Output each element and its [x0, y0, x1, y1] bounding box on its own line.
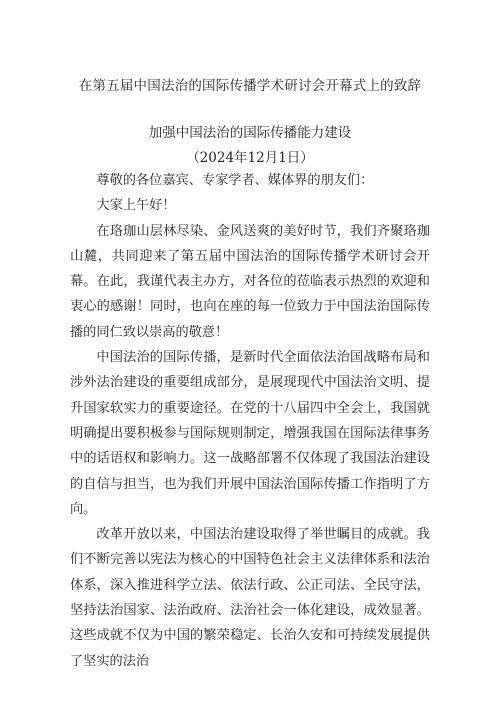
opening-paragraph: 在珞珈山层林尽染、金风送爽的美好时节，我们齐聚珞珈山麓，共同迎来了第五届中国法治的国际传播学术研讨会开幕。在此，我谨代表主办方，对各位的莅临表示热烈的欢迎和衷心的感谢！同时，也向在座的每一位致力于中国法治国际传播的同仁致以崇高的敬意！	[70, 223, 430, 340]
greeting-paragraph: 大家上午好！	[96, 198, 176, 214]
document-title: 在第五届中国法治的国际传播学术研讨会开幕式上的致辞	[78, 78, 422, 94]
document-date: （2024年12月1日）	[186, 150, 314, 166]
significance-paragraph: 中国法治的国际传播，是新时代全面依法治国战略布局和涉外法治建设的重要组成部分，是展现现代中国法治文明、提升国家软实力的重要途径。在党的十八届四中全会上，我国就明确提出要积极参与国际规则制定，增强我国在国际法律事务中的话语权和影响力。这一战略部署不仅体现了我国法治建设的自信与担当，也为我们开展中国法治国际传播工作指明了方向。	[70, 350, 430, 517]
document-body	[70, 168, 430, 674]
document-subtitle: 加强中国法治的国际传播能力建设	[148, 125, 352, 141]
achievements-paragraph: 改革开放以来，中国法治建设取得了举世瞩目的成就。我们不断完善以宪法为核心的中国特色社会主义法律体系和法治体系，深入推进科学立法、依法行政、公正司法、全民守法，坚持法治国家、法治政府、法治社会一体化建设，成效显著。这些成就不仅为中国的繁荣稳定、长治久安和可持续发展提供了坚实的法治	[70, 527, 430, 669]
salutation-paragraph: 尊敬的各位嘉宾、专家学者、媒体界的朋友们：	[96, 173, 374, 188]
